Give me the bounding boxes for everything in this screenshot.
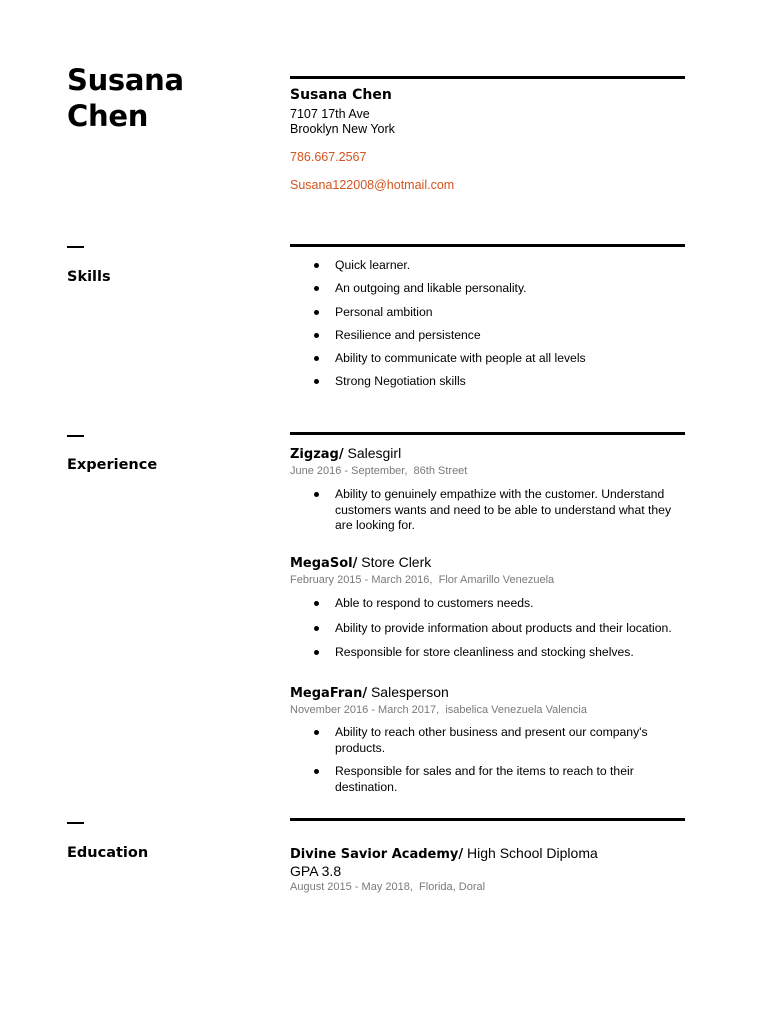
- experience-divider: [290, 432, 685, 435]
- job-meta-zigzag: [290, 464, 467, 478]
- education-meta: [290, 880, 485, 894]
- contact-divider: [290, 76, 685, 79]
- skills-dash: [67, 246, 84, 248]
- job-title-zigzag: [290, 444, 401, 464]
- job-dates: February 2015 - March 2016,: [290, 574, 433, 586]
- job-bullet: Ability to reach other business and present our company's products.: [290, 725, 665, 756]
- job-title-megasol: [290, 553, 431, 573]
- job-bullet: Ability to genuinely empathize with the customer. Understand customers wants and need to be able to understand what they are looking for.: [290, 487, 685, 534]
- education-dates: August 2015 - May 2018,: [290, 881, 413, 893]
- job-location: 86th Street: [413, 465, 468, 477]
- degree-name: High School Diploma: [463, 845, 598, 861]
- experience-heading: Experience: [67, 457, 158, 473]
- gpa: GPA 3.8: [290, 863, 342, 879]
- email-address[interactable]: Susana122008@hotmail.com: [290, 178, 455, 192]
- skill-item: Quick learner.: [290, 258, 690, 274]
- resume-name-heading: [67, 62, 184, 134]
- job-bullet: Ability to provide information about products and their location.: [290, 621, 700, 637]
- skill-item: Strong Negotiation skills: [290, 374, 690, 390]
- job-company: MegaSol/: [290, 556, 358, 571]
- skill-item: Ability to communicate with people at all levels: [290, 351, 690, 367]
- education-dash: [67, 822, 84, 824]
- job-bullets-megafran: [290, 725, 665, 795]
- job-bullet: Responsible for store cleanliness and stocking shelves.: [290, 645, 700, 661]
- address-line-1: 7107 17th Ave: [290, 107, 370, 121]
- job-role: Salesperson: [367, 684, 449, 700]
- contact-name: Susana Chen: [290, 87, 392, 103]
- skills-heading: Skills: [67, 269, 111, 285]
- skills-divider: [290, 244, 685, 247]
- education-heading: Education: [67, 845, 149, 861]
- name-line-last: Chen: [67, 99, 149, 133]
- education-divider: [290, 818, 685, 821]
- job-bullet: Responsible for sales and for the items to reach to their destination.: [290, 764, 665, 795]
- education-title: [290, 844, 598, 864]
- job-meta-megasol: [290, 573, 554, 587]
- name-line-first: Susana: [67, 63, 184, 97]
- skill-item: An outgoing and likable personality.: [290, 281, 690, 297]
- skill-item: Resilience and persistence: [290, 328, 690, 344]
- job-company: Zigzag/: [290, 447, 344, 462]
- school-name: Divine Savior Academy/: [290, 847, 464, 862]
- job-bullets-megasol: [290, 596, 700, 661]
- address-line-2: Brooklyn New York: [290, 122, 395, 136]
- job-location: Flor Amarillo Venezuela: [438, 574, 555, 586]
- job-bullet: Able to respond to customers needs.: [290, 596, 700, 612]
- job-bullets-zigzag: [290, 487, 685, 534]
- job-role: Store Clerk: [357, 554, 432, 570]
- job-title-megafran: [290, 683, 449, 703]
- job-dates: June 2016 - September,: [290, 465, 408, 477]
- phone-number[interactable]: 786.667.2567: [290, 150, 367, 164]
- skills-list: [290, 258, 690, 390]
- job-meta-megafran: [290, 703, 587, 717]
- experience-dash: [67, 435, 84, 437]
- job-location: isabelica Venezuela Valencia: [445, 704, 587, 716]
- job-company: MegaFran/: [290, 686, 368, 701]
- skill-item: Personal ambition: [290, 305, 690, 321]
- job-dates: November 2016 - March 2017,: [290, 704, 440, 716]
- job-role: Salesgirl: [343, 445, 402, 461]
- education-location: Florida, Doral: [419, 881, 486, 893]
